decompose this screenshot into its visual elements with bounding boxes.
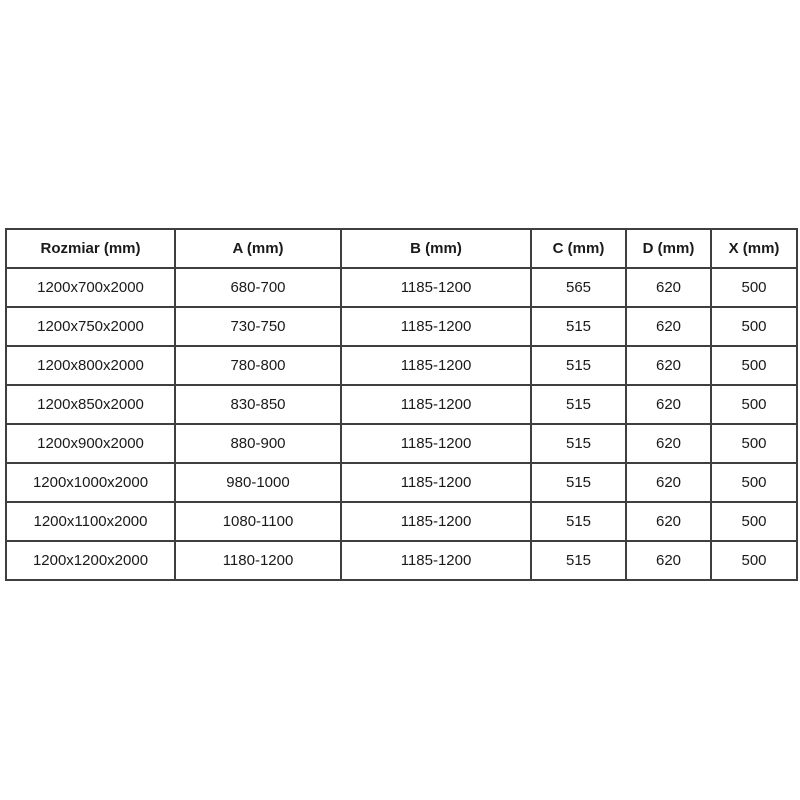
cell-rozmiar: 1200x900x2000 xyxy=(6,424,175,463)
cell-rozmiar: 1200x800x2000 xyxy=(6,346,175,385)
cell-d: 620 xyxy=(626,424,711,463)
cell-a: 1180-1200 xyxy=(175,541,341,580)
column-header-x: X (mm) xyxy=(711,229,797,268)
header-row xyxy=(6,229,797,268)
cell-x: 500 xyxy=(711,346,797,385)
cell-x: 500 xyxy=(711,541,797,580)
cell-a: 1080-1100 xyxy=(175,502,341,541)
table-row xyxy=(6,502,797,541)
cell-b: 1185-1200 xyxy=(341,502,531,541)
table-row xyxy=(6,424,797,463)
cell-b: 1185-1200 xyxy=(341,385,531,424)
cell-a: 730-750 xyxy=(175,307,341,346)
cell-a: 780-800 xyxy=(175,346,341,385)
cell-c: 515 xyxy=(531,307,626,346)
cell-x: 500 xyxy=(711,307,797,346)
cell-d: 620 xyxy=(626,463,711,502)
table-row xyxy=(6,307,797,346)
cell-c: 565 xyxy=(531,268,626,307)
cell-x: 500 xyxy=(711,502,797,541)
cell-c: 515 xyxy=(531,541,626,580)
cell-d: 620 xyxy=(626,268,711,307)
table-row xyxy=(6,463,797,502)
cell-c: 515 xyxy=(531,463,626,502)
spec-table xyxy=(5,228,798,581)
table-row xyxy=(6,268,797,307)
cell-x: 500 xyxy=(711,385,797,424)
cell-rozmiar: 1200x700x2000 xyxy=(6,268,175,307)
column-header-c: C (mm) xyxy=(531,229,626,268)
cell-b: 1185-1200 xyxy=(341,463,531,502)
cell-b: 1185-1200 xyxy=(341,307,531,346)
cell-rozmiar: 1200x1000x2000 xyxy=(6,463,175,502)
cell-d: 620 xyxy=(626,541,711,580)
cell-a: 680-700 xyxy=(175,268,341,307)
cell-rozmiar: 1200x850x2000 xyxy=(6,385,175,424)
cell-x: 500 xyxy=(711,268,797,307)
column-header-rozmiar: Rozmiar (mm) xyxy=(6,229,175,268)
cell-b: 1185-1200 xyxy=(341,424,531,463)
cell-x: 500 xyxy=(711,463,797,502)
column-header-b: B (mm) xyxy=(341,229,531,268)
cell-d: 620 xyxy=(626,385,711,424)
cell-x: 500 xyxy=(711,424,797,463)
cell-rozmiar: 1200x1200x2000 xyxy=(6,541,175,580)
cell-d: 620 xyxy=(626,346,711,385)
cell-b: 1185-1200 xyxy=(341,346,531,385)
cell-d: 620 xyxy=(626,502,711,541)
column-header-a: A (mm) xyxy=(175,229,341,268)
cell-c: 515 xyxy=(531,346,626,385)
cell-b: 1185-1200 xyxy=(341,268,531,307)
cell-a: 880-900 xyxy=(175,424,341,463)
cell-c: 515 xyxy=(531,385,626,424)
cell-c: 515 xyxy=(531,424,626,463)
cell-b: 1185-1200 xyxy=(341,541,531,580)
column-header-d: D (mm) xyxy=(626,229,711,268)
cell-c: 515 xyxy=(531,502,626,541)
cell-rozmiar: 1200x1100x2000 xyxy=(6,502,175,541)
table-row xyxy=(6,385,797,424)
cell-a: 980-1000 xyxy=(175,463,341,502)
table-row xyxy=(6,346,797,385)
cell-a: 830-850 xyxy=(175,385,341,424)
cell-rozmiar: 1200x750x2000 xyxy=(6,307,175,346)
cell-d: 620 xyxy=(626,307,711,346)
table-row xyxy=(6,541,797,580)
